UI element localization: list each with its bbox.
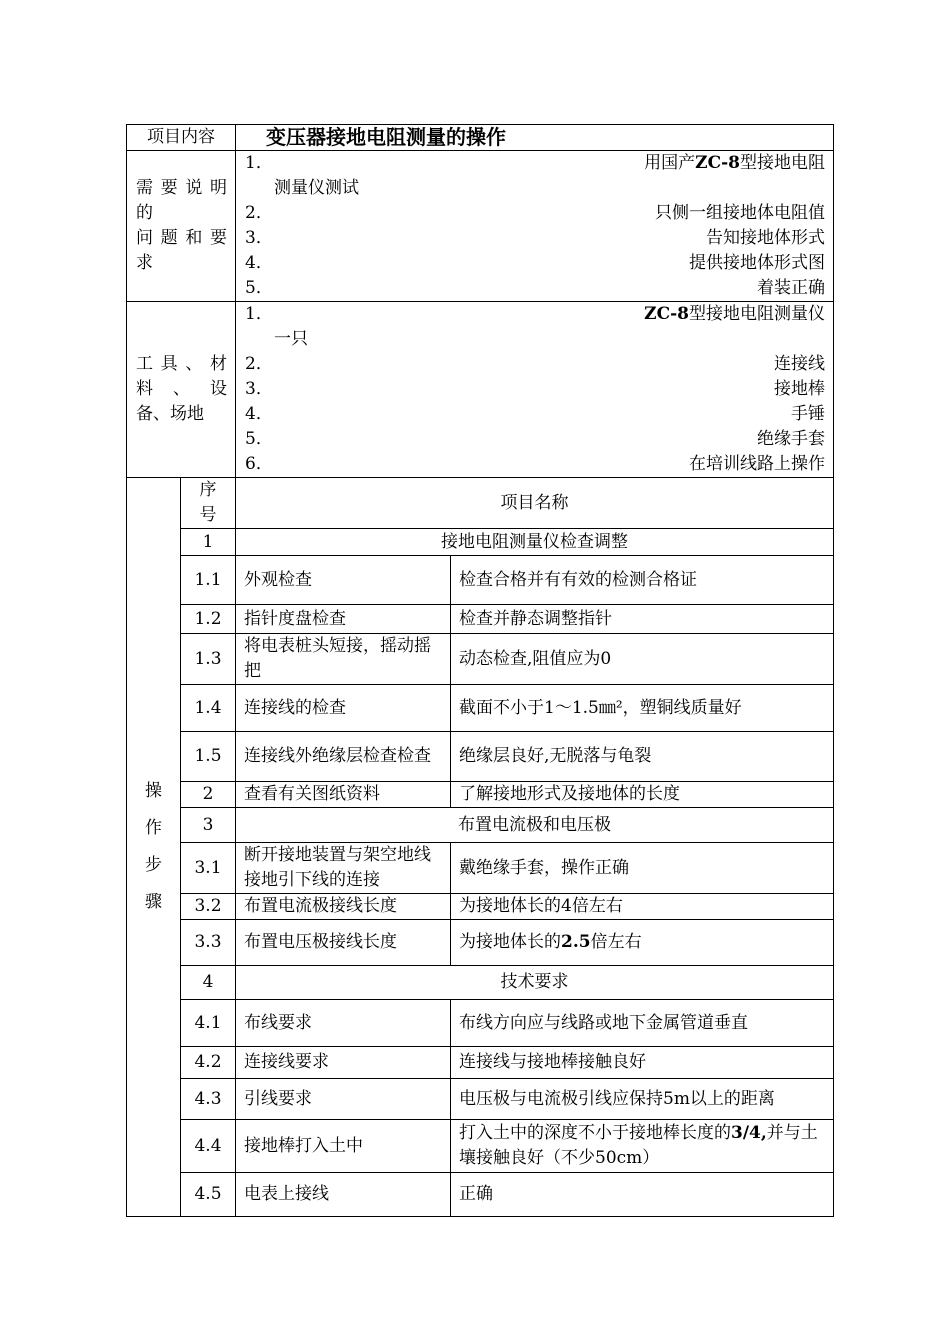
- requirements-label: [127, 151, 236, 302]
- table-row: 1.2 指针度盘检查 检查并静态调整指针: [127, 605, 834, 634]
- table-row: 1.4 连接线的检查 截面不小于1～1.5㎜²，塑铜线质量好: [127, 685, 834, 732]
- tools-label: [127, 302, 236, 478]
- list-item: 4． 提供接地体形式图: [245, 253, 825, 273]
- section-title: 接地电阻测量仪检查调整: [236, 529, 834, 556]
- table-row: 3.3 布置电压极接线长度 为接地体长的2.5倍左右: [127, 920, 834, 966]
- list-item: 5． 着装正确: [245, 278, 825, 298]
- section-title: 布置电流极和电压极: [236, 808, 834, 843]
- document-table: [126, 124, 834, 1217]
- table-row: 3 布置电流极和电压极: [127, 808, 834, 843]
- name-header: 项目名称: [236, 478, 834, 529]
- table-row: 4.4 接地棒打入土中 打入土中的深度不小于接地棒长度的3/4,并与土壤接触良好（不少50cm）: [127, 1120, 834, 1173]
- table-row: 2 查看有关图纸资料 了解接地形式及接地体的长度: [127, 782, 834, 808]
- table-row: 4 技术要求: [127, 966, 834, 1000]
- list-item: 2． 连接线: [245, 354, 825, 374]
- header-row: [127, 125, 834, 151]
- requirements-label-line: 问 题 和 要: [136, 228, 227, 248]
- table-row: 3.2 布置电流极接线长度 为接地体长的4倍左右: [127, 894, 834, 920]
- tools-row: [127, 302, 834, 478]
- list-item: 3． 接地棒: [245, 379, 825, 399]
- header-label: 项目内容: [127, 125, 236, 151]
- requirements-label-line: 求: [136, 253, 153, 273]
- tools-label-line: 料 、 设: [136, 379, 227, 399]
- list-item-continuation: 一只: [274, 329, 308, 349]
- tools-label-line: 备、场地: [136, 404, 204, 424]
- list-item: 1． 用国产ZC-8型接地电阻: [245, 153, 825, 173]
- list-item: 4． 手锤: [245, 404, 825, 424]
- list-item: 6． 在培训线路上操作: [245, 454, 825, 474]
- table-row: 4.2 连接线要求 连接线与接地棒接触良好: [127, 1047, 834, 1079]
- requirements-label-line: 需 要 说 明: [136, 178, 227, 198]
- table-row: 1 接地电阻测量仪检查调整: [127, 529, 834, 556]
- section-title: 技术要求: [236, 966, 834, 1000]
- table-row: 1.5 连接线外绝缘层检查检查 绝缘层良好,无脱落与龟裂: [127, 732, 834, 782]
- seq-header: 序 号: [181, 478, 236, 529]
- list-item: 5． 绝缘手套: [245, 429, 825, 449]
- steps-label: 操 作 步 骤: [127, 478, 181, 1217]
- tools-label-line: 工 具 、 材: [136, 354, 227, 374]
- table-row: 1.3 将电表桩头短接，摇动摇把 动态检查,阻值应为0: [127, 634, 834, 685]
- requirements-row: [127, 151, 834, 302]
- table-row: 4.1 布线要求 布线方向应与线路或地下金属管道垂直: [127, 1000, 834, 1047]
- table-row: 1.1 外观检查 检查合格并有有效的检测合格证: [127, 556, 834, 605]
- requirements-label-line: 的: [136, 203, 153, 223]
- steps-header-row: [127, 478, 834, 529]
- list-item: 3． 告知接地体形式: [245, 228, 825, 248]
- list-item: 2． 只侧一组接地体电阻值: [245, 203, 825, 223]
- table-row: 4.3 引线要求 电压极与电流极引线应保持5m以上的距离: [127, 1079, 834, 1120]
- document-title: 变压器接地电阻测量的操作: [236, 125, 834, 151]
- requirements-list: [236, 151, 834, 302]
- tools-list: [236, 302, 834, 478]
- table-row: 3.1 断开接地装置与架空地线接地引下线的连接 戴绝缘手套，操作正确: [127, 843, 834, 894]
- table-row: 4.5 电表上接线 正确: [127, 1173, 834, 1217]
- list-item: 1． ZC-8型接地电阻测量仪: [245, 304, 825, 324]
- list-item-continuation: 测量仪测试: [274, 178, 359, 198]
